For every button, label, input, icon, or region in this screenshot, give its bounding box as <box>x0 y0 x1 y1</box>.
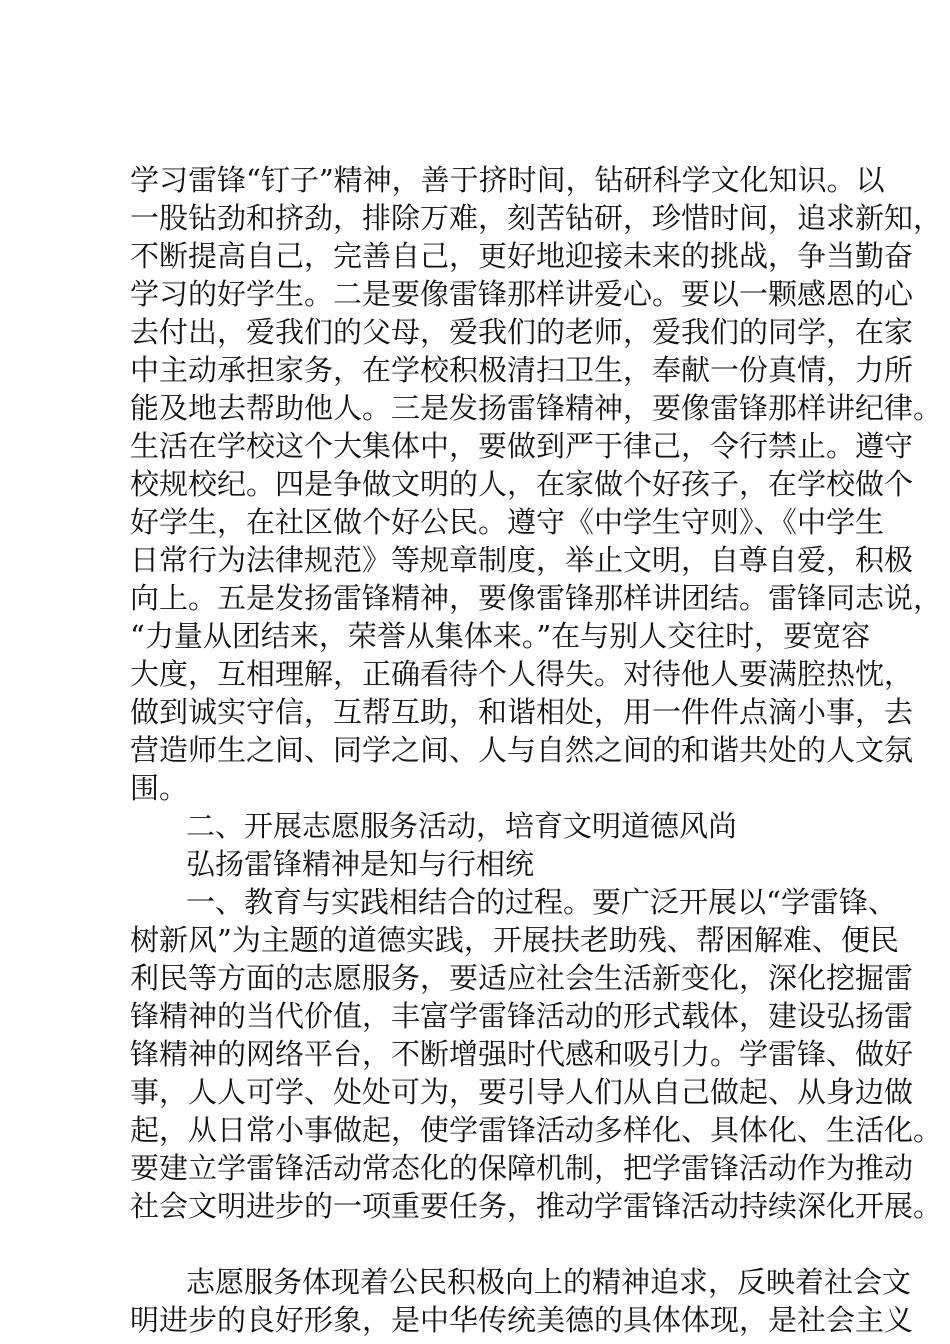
text-line: 学习雷锋“钉子”精神，善于挤时间，钻研科学文化知识。以 <box>130 163 885 197</box>
text-line: 日常行为法律规范》等规章制度，举止文明，自尊自爱，积极 <box>130 543 914 577</box>
text-line: 锋精神的当代价值，丰富学雷锋活动的形式载体，建设弘扬雷 <box>130 999 914 1033</box>
section-heading: 二、开展志愿服务活动，培育文明道德风尚 <box>186 809 738 843</box>
text-line: 一、教育与实践相结合的过程。要广泛开展以“学雷锋、 <box>186 885 897 919</box>
text-line: “力量从团结来，荣誉从集体来。”在与别人交往时，要宽容 <box>130 619 871 653</box>
text-line: 事，人人可学、处处可为，要引导人们从自己做起、从身边做 <box>130 1075 914 1109</box>
text-line: 中主动承担家务，在学校积极清扫卫生，奉献一份真情，力所 <box>130 353 914 387</box>
text-line: 社会文明进步的一项重要任务，推动学雷锋活动持续深化开展。 <box>130 1189 943 1223</box>
text-line: 能及地去帮助他人。三是发扬雷锋精神，要像雷锋那样讲纪律。 <box>130 391 943 425</box>
text-line: 校规校纪。四是争做文明的人，在家做个好孩子，在学校做个 <box>130 467 914 501</box>
text-line: 树新风”为主题的道德实践，开展扶老助残、帮困解难、便民 <box>130 923 899 957</box>
text-line: 利民等方面的志愿服务，要适应社会生活新变化，深化挖掘雷 <box>130 961 914 995</box>
text-line: 志愿服务体现着公民积极向上的精神追求，反映着社会文 <box>186 1265 912 1299</box>
text-line: 明进步的良好形象，是中华传统美德的具体体现，是社会主义 <box>130 1303 914 1337</box>
text-line: 围。 <box>130 771 189 805</box>
text-line: 要建立学雷锋活动常态化的保障机制，把学雷锋活动作为推动 <box>130 1151 914 1185</box>
text-line: 一股钻劲和挤劲，排除万难，刻苦钻研，珍惜时间，追求新知， <box>130 201 943 235</box>
text-line: 不断提高自己，完善自己，更好地迎接未来的挑战，争当勤奋 <box>130 239 914 273</box>
text-line: 弘扬雷锋精神是知与行相统 <box>186 847 535 881</box>
text-line: 向上。五是发扬雷锋精神，要像雷锋那样讲团结。雷锋同志说， <box>130 581 943 615</box>
text-line: 锋精神的网络平台，不断增强时代感和吸引力。学雷锋、做好 <box>130 1037 914 1071</box>
text-line: 大度，互相理解，正确看待个人得失。对待他人要满腔热忱， <box>130 657 914 691</box>
text-line: 学习的好学生。二是要像雷锋那样讲爱心。要以一颗感恩的心 <box>130 277 914 311</box>
text-line: 营造师生之间、同学之间、人与自然之间的和谐共处的人文氛 <box>130 733 914 767</box>
text-line: 起，从日常小事做起，使学雷锋活动多样化、具体化、生活化。 <box>130 1113 943 1147</box>
text-line: 好学生，在社区做个好公民。遵守《中学生守则》、《中学生 <box>130 505 885 539</box>
text-line: 生活在学校这个大集体中，要做到严于律己，令行禁止。遵守 <box>130 429 914 463</box>
text-line: 去付出，爱我们的父母，爱我们的老师，爱我们的同学，在家 <box>130 315 914 349</box>
text-line: 做到诚实守信，互帮互助，和谐相处，用一件件点滴小事，去 <box>130 695 914 729</box>
